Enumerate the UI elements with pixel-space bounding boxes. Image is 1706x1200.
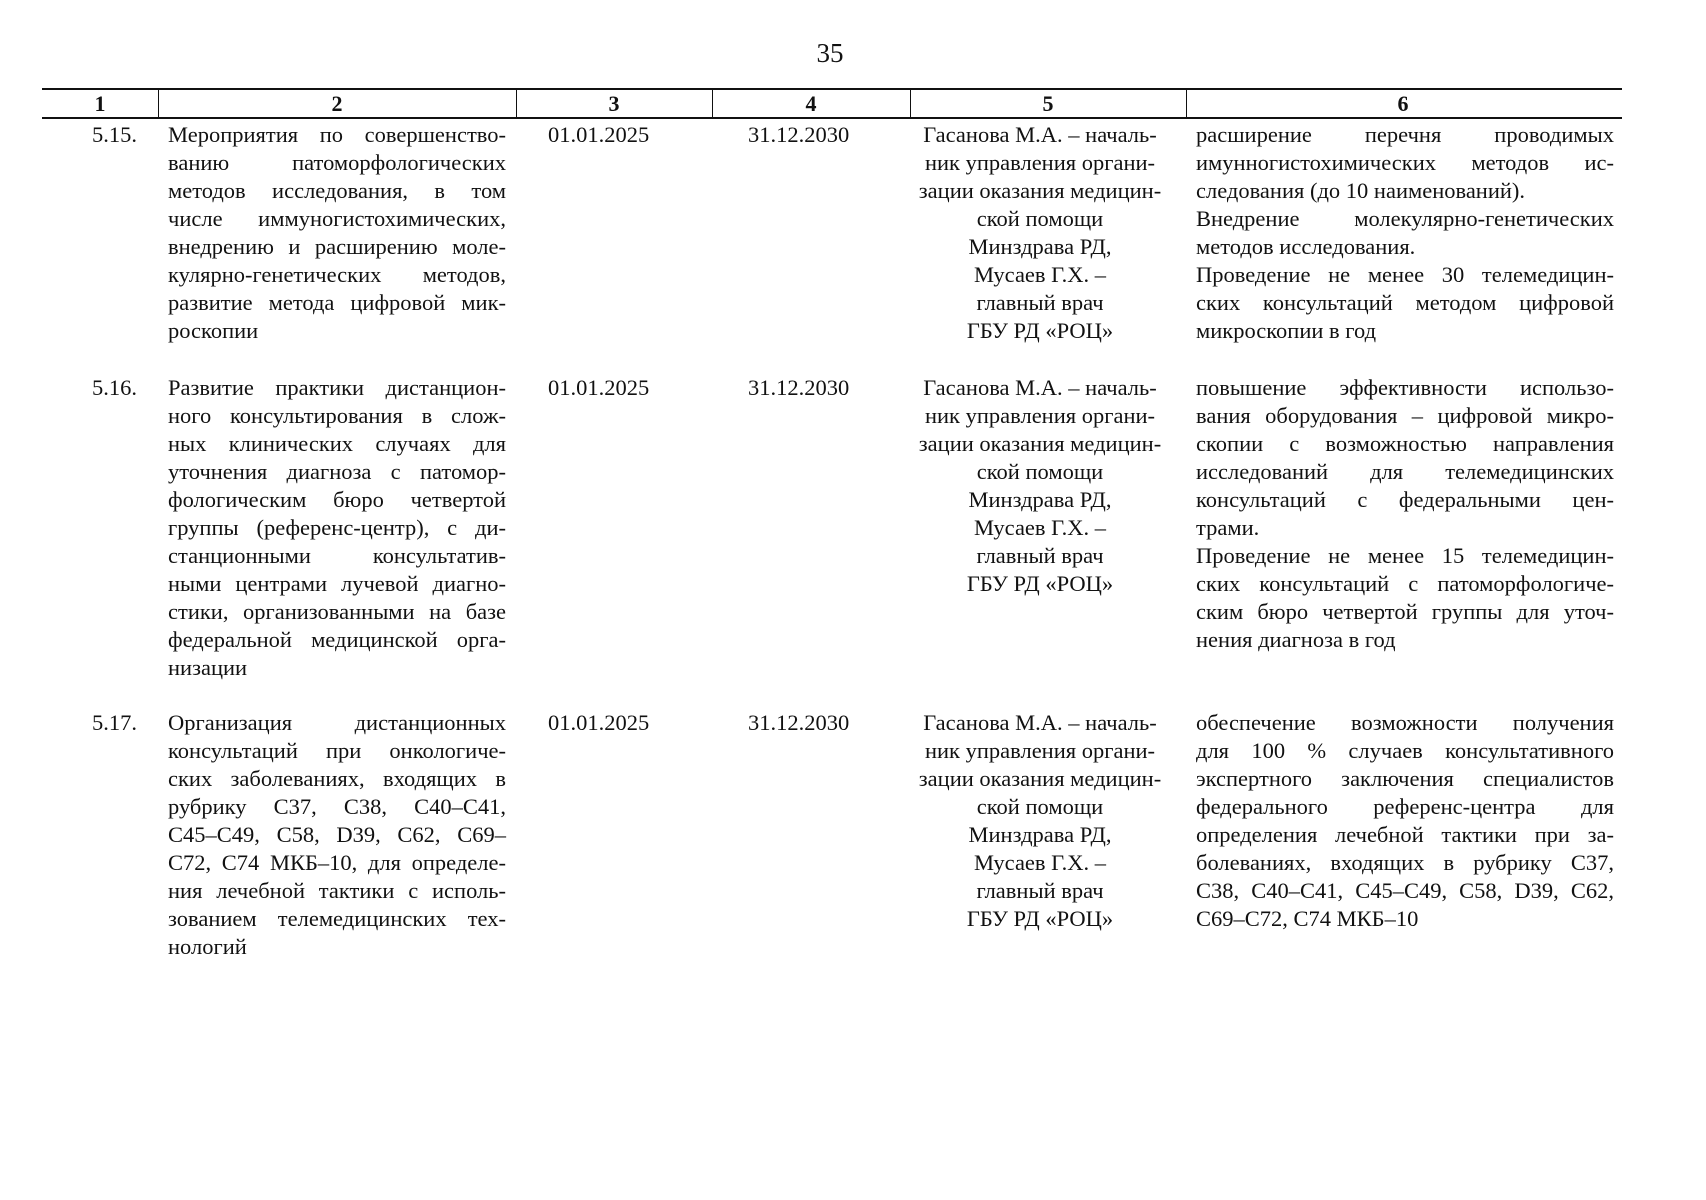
measure-text-line: федеральной медицинской орга- xyxy=(168,627,506,652)
responsible-text xyxy=(900,374,1180,598)
measure-text-line: ных клинических случаях для xyxy=(168,431,506,456)
responsible-text-line: ник управления органи- xyxy=(924,150,1156,175)
result-text xyxy=(1196,374,1614,654)
result-text-line: скопии с возможностью направления xyxy=(1196,431,1614,456)
item-number: 5.16. xyxy=(92,375,137,400)
page-number: 35 xyxy=(816,38,844,68)
result-text-line: федерального референс-центра для xyxy=(1196,794,1614,819)
result-text-line: ских консультаций с патоморфологиче- xyxy=(1196,571,1614,596)
measure-text-line: низации xyxy=(168,655,248,680)
responsible-text-line: главный врач xyxy=(976,543,1104,568)
responsible-text xyxy=(900,709,1180,933)
result-text-line: расширение перечня проводимых xyxy=(1196,122,1614,147)
measure-text-line: консультаций при онкологиче- xyxy=(168,738,506,763)
measure-text xyxy=(168,121,506,345)
result-text-line: Проведение не менее 15 телемедицин- xyxy=(1196,543,1614,568)
measure-text-line: ских заболеваниях, входящих в xyxy=(168,766,506,791)
responsible-text-line: ГБУ РД «РОЦ» xyxy=(966,571,1114,596)
result-text-line: экспертного заключения специалистов xyxy=(1196,766,1614,791)
result-text-line: для 100 % случаев консультативного xyxy=(1196,738,1614,763)
measure-text-line: кулярно-генетических методов, xyxy=(168,262,506,287)
result-text-line: определения лечебной тактики при за- xyxy=(1196,822,1614,847)
measure-text-line: ванию патоморфологических xyxy=(168,150,506,175)
result-text-line: Внедрение молекулярно-генетических xyxy=(1196,206,1614,231)
measure-text-line: рубрику С37, С38, С40–С41, xyxy=(168,794,506,819)
responsible-text-line: Минздрава РД, xyxy=(968,487,1112,512)
result-text-line: С38, С40–С41, С45–С49, С58, D39, С62, xyxy=(1196,878,1614,903)
result-text xyxy=(1196,709,1614,933)
measure-text-line: стики, организованными на базе xyxy=(168,599,506,624)
responsible-text-line: Мусаев Г.Х. – xyxy=(973,262,1107,287)
responsible-text-line: ГБУ РД «РОЦ» xyxy=(966,906,1114,931)
header-col-5: 5 xyxy=(1042,91,1054,116)
responsible-text-line: главный врач xyxy=(976,878,1104,903)
measure-text-line: Мероприятия по совершенство- xyxy=(168,122,506,147)
result-text-line: С69–С72, С74 МКБ–10 xyxy=(1196,906,1419,931)
result-text-line: обеспечение возможности получения xyxy=(1196,710,1614,735)
result-text-line: трами. xyxy=(1196,515,1260,540)
result-text-line: ским бюро четвертой группы для уточ- xyxy=(1196,599,1614,624)
responsible-text-line: зации оказания медицин- xyxy=(918,431,1162,456)
measure-text-line: внедрению и расширению моле- xyxy=(168,234,506,259)
responsible-text-line: ГБУ РД «РОЦ» xyxy=(966,318,1114,343)
table-header xyxy=(42,88,1622,119)
measure-text xyxy=(168,374,506,682)
responsible-text-line: Мусаев Г.Х. – xyxy=(973,850,1107,875)
measure-text-line: фологическим бюро четвертой xyxy=(168,487,506,512)
responsible-text-line: Минздрава РД, xyxy=(968,822,1112,847)
end-date: 31.12.2030 xyxy=(748,710,850,735)
responsible-text-line: зации оказания медицин- xyxy=(918,766,1162,791)
measure-text-line: ния лечебной тактики с исполь- xyxy=(168,878,506,903)
result-text-line: микроскопии в год xyxy=(1196,318,1377,343)
responsible-text-line: ской помощи xyxy=(976,794,1104,819)
result-text-line: повышение эффективности использо- xyxy=(1196,375,1614,400)
measure-text-line: уточнения диагноза с патомор- xyxy=(168,459,506,484)
result-text-line: ских консультаций методом цифровой xyxy=(1196,290,1614,315)
measure-text-line: методов исследования, в том xyxy=(168,178,506,203)
measure-text-line: Развитие практики дистанцион- xyxy=(168,375,506,400)
measure-text-line: С45–С49, С58, D39, С62, С69– xyxy=(168,822,506,847)
start-date: 01.01.2025 xyxy=(548,122,650,147)
result-text-line: нения диагноза в год xyxy=(1196,627,1396,652)
responsible-text-line: ник управления органи- xyxy=(924,403,1156,428)
responsible-text-line: Гасанова М.А. – началь- xyxy=(923,375,1157,400)
responsible-text-line: Минздрава РД, xyxy=(968,234,1112,259)
item-number: 5.15. xyxy=(92,122,137,147)
responsible-text-line: главный врач xyxy=(976,290,1104,315)
measure-text-line: зованием телемедицинских тех- xyxy=(168,906,506,931)
measure-text-line: ными центрами лучевой диагно- xyxy=(168,571,506,596)
end-date: 31.12.2030 xyxy=(748,122,850,147)
header-col-4: 4 xyxy=(805,91,817,116)
header-col-1: 1 xyxy=(94,91,106,116)
result-text-line: методов исследования. xyxy=(1196,234,1416,259)
start-date: 01.01.2025 xyxy=(548,710,650,735)
measure-text-line: Организация дистанционных xyxy=(168,710,506,735)
responsible-text-line: Гасанова М.А. – началь- xyxy=(923,710,1157,735)
header-col-6: 6 xyxy=(1397,91,1409,116)
result-text-line: болеваниях, входящих в рубрику С37, xyxy=(1196,850,1614,875)
responsible-text-line: ской помощи xyxy=(976,459,1104,484)
measure-text-line: ного консультирования в слож- xyxy=(168,403,506,428)
result-text-line: консультаций с федеральными цен- xyxy=(1196,487,1614,512)
item-number: 5.17. xyxy=(92,710,137,735)
result-text-line: следования (до 10 наименований). xyxy=(1196,178,1526,203)
result-text-line: вания оборудования – цифровой микро- xyxy=(1196,403,1614,428)
measure-text xyxy=(168,709,506,961)
result-text-line: исследований для телемедицинских xyxy=(1196,459,1614,484)
responsible-text-line: зации оказания медицин- xyxy=(918,178,1162,203)
measure-text-line: станционными консультатив- xyxy=(168,543,506,568)
result-text-line: Проведение не менее 30 телемедицин- xyxy=(1196,262,1614,287)
result-text-line: имунногистохимических методов ис- xyxy=(1196,150,1614,175)
measure-text-line: развитие метода цифровой мик- xyxy=(168,290,506,315)
responsible-text-line: Мусаев Г.Х. – xyxy=(973,515,1107,540)
measure-text-line: числе иммуногистохимических, xyxy=(168,206,506,231)
result-text xyxy=(1196,121,1614,345)
responsible-text-line: Гасанова М.А. – началь- xyxy=(923,122,1157,147)
measure-text-line: С72, С74 МКБ–10, для определе- xyxy=(168,850,506,875)
start-date: 01.01.2025 xyxy=(548,375,650,400)
measure-text-line: нологий xyxy=(168,934,247,959)
measure-text-line: роскопии xyxy=(168,318,259,343)
responsible-text-line: ник управления органи- xyxy=(924,738,1156,763)
header-col-3: 3 xyxy=(608,91,620,116)
responsible-text-line: ской помощи xyxy=(976,206,1104,231)
responsible-text xyxy=(900,121,1180,345)
header-col-2: 2 xyxy=(331,91,343,116)
end-date: 31.12.2030 xyxy=(748,375,850,400)
measure-text-line: группы (референс-центр), с ди- xyxy=(168,515,506,540)
